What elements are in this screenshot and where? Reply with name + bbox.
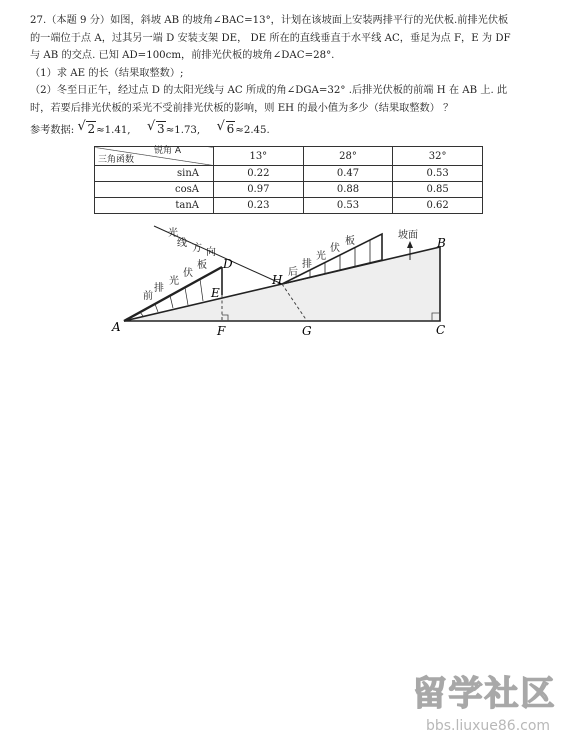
angle-header: 13° [214, 147, 304, 166]
table-cell: 0.23 [214, 198, 304, 214]
question-2-line: 时，若要后排光伏板的采光不受前排光伏板的影响，则 EH 的最小值为多少（结果取整数） ？ [30, 102, 454, 114]
watermark [402, 672, 567, 742]
point-label-A: A [112, 320, 121, 334]
watermark-logo: 留学社区 [412, 674, 557, 714]
problem-line: 的一端位于点 A，过其另一端 D 安装支架 DE， DE 所在的直线垂直于水平线 AC，垂足为点 F，E 为 DF [30, 32, 511, 44]
table-row [95, 182, 483, 198]
angle-header: 28° [303, 147, 393, 166]
row-name: sinA [95, 166, 214, 182]
problem-line: 27.（本题 9 分）如图，斜坡 AB 的坡角∠BAC=13°，计划在该坡面上安装两排平行的光伏板.前排光伏板 [30, 15, 509, 26]
table-row [95, 166, 483, 182]
label-char: 线 [177, 238, 187, 249]
table-header-row [95, 147, 483, 166]
angle-header: 32° [393, 147, 483, 166]
trig-table [94, 146, 483, 214]
label-char: 板 [197, 260, 207, 271]
label-char: 前 [143, 291, 153, 302]
label-char: 光 [316, 251, 326, 262]
approx-value: ≈2.45. [235, 125, 270, 136]
label-char: 后 [288, 267, 298, 278]
watermark-url: bbs.liuxue86.com [425, 718, 551, 734]
row-name: tanA [95, 198, 214, 214]
radicand: 6 [226, 122, 235, 136]
label-slope-surface: 坡面 [398, 230, 418, 241]
label-char: 排 [154, 283, 164, 294]
table-row [95, 198, 483, 214]
table-cell: 0.62 [393, 198, 483, 214]
label-char: 方 [192, 243, 202, 254]
sqrt-6 [219, 121, 236, 137]
question-2-line: （2）冬至日正午，经过点 D 的太阳光线与 AC 所成的角∠DGA=32° .后排光伏板的前端 H 在 AB 上. 此 [30, 85, 508, 96]
problem-line: 与 AB 的交点. 已知 AD=100cm，前排光伏板的坡角∠DAC=28°. [30, 50, 335, 61]
label-char: 光 [168, 228, 178, 239]
point-label-H: H [272, 273, 283, 287]
arrow-head-icon [407, 241, 413, 248]
label-char: 伏 [183, 268, 193, 279]
approx-value: ≈1.41, [96, 125, 131, 136]
table-cell: 0.53 [393, 166, 483, 182]
radicand: 2 [87, 122, 96, 136]
table-corner-cell [95, 147, 214, 166]
table-cell: 0.85 [393, 182, 483, 198]
row-name: cosA [95, 182, 214, 198]
point-label-G: G [302, 324, 312, 338]
table-cell: 0.88 [303, 182, 393, 198]
label-char: 板 [345, 236, 355, 247]
problem-text [30, 12, 550, 117]
header-function-label: 三角函数 [98, 155, 135, 165]
table-cell: 0.97 [214, 182, 304, 198]
approx-value: ≈1.73, [165, 125, 201, 136]
point-label-B: B [437, 236, 446, 250]
question-1: （1）求 AE 的长（结果取整数）; [30, 67, 184, 79]
table-cell: 0.22 [214, 166, 304, 182]
point-label-E: E [211, 286, 220, 300]
table-cell: 0.47 [303, 166, 393, 182]
sqrt-2 [79, 121, 96, 137]
geometry-figure [110, 222, 460, 342]
label-char: 向 [206, 247, 216, 258]
radicand: 3 [157, 122, 165, 136]
label-light-direction [168, 226, 216, 258]
reference-data [30, 121, 270, 139]
point-label-F: F [217, 324, 226, 338]
label-char: 排 [302, 259, 312, 270]
label-char: 光 [169, 276, 179, 287]
label-char: 伏 [330, 243, 340, 254]
reference-label: 参考数据: [30, 125, 75, 136]
point-label-D: D [223, 257, 233, 271]
header-angle-label: 锐角 A [153, 146, 181, 156]
table-cell: 0.53 [303, 198, 393, 214]
point-label-C: C [436, 323, 446, 337]
sqrt-3 [149, 121, 166, 137]
